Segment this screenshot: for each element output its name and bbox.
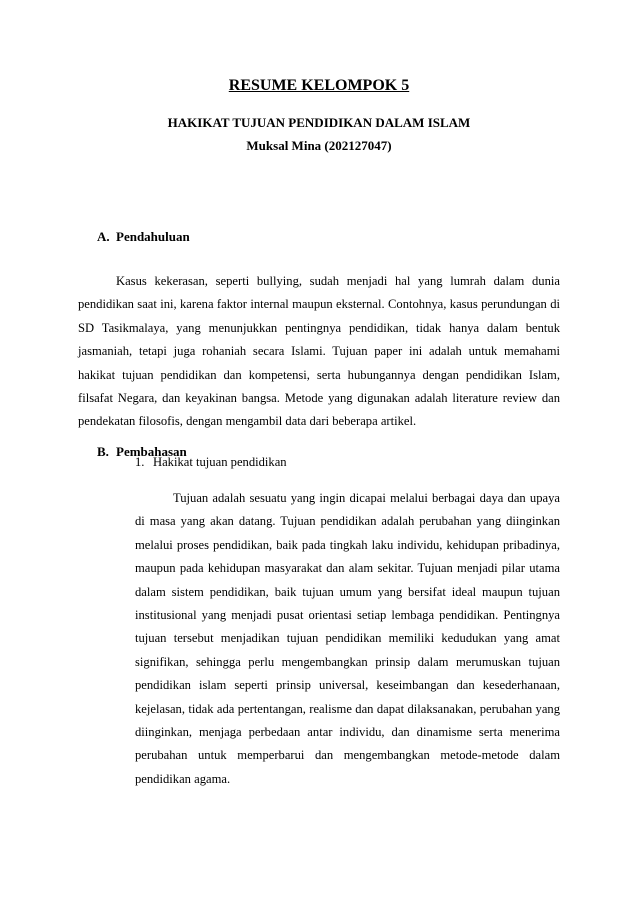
section-b-title: Pembahasan — [116, 444, 187, 459]
section-b-letter: B. — [97, 444, 109, 459]
subsection-1-paragraph: Tujuan adalah sesuatu yang ingin dicapai melalui berbagai daya dan upaya di masa yang akan datang. Tujuan pendidikan adalah perubahan yang diinginkan melalui proses pendidikan, baik pada tingkah laku individu, kehidupan pribadinya, maupun pada kehidupan masyarakat dan alam sekitar. Tujuan menjadi pilar utama dalam sistem pendidikan, baik tujuan umum yang bersifat ideal maupun tujuan institusional yang menjadi pusat orientasi setiap lembaga pendidikan. Pentingnya tujuan tersebut menjadikan tujuan pendidikan memiliki kedudukan yang amat signifikan, sehingga perlu mengembangkan prinsip dalam merumuskan tujuan pendidikan islam seperti prinsip universal, keseimbangan dan kesederhanaan, kejelasan, tidak ada pertentangan, realisme dan dapat dilaksanakan, perubahan yang diinginkan, menjaga perbedaan antar individu, dan dinamisme serta menerima perubahan untuk memperbarui dan mengembangkan metode-metode dalam pendidikan agama. — [135, 491, 560, 786]
section-a-title: Pendahuluan — [116, 229, 190, 244]
section-a-paragraph: Kasus kekerasan, seperti bullying, sudah menjadi hal yang lumrah dalam dunia pendidikan saat ini, karena faktor internal maupun eksternal. Contohnya, kasus perundungan di SD Tasikmalaya, yang menunjukkan pentingnya pendidikan, tidak hanya dalam bentuk jasmaniah, tetapi juga rohaniah secara Islami. Tujuan paper ini adalah untuk memahami hakikat tujuan pendidikan dan kompetensi, serta hubungannya dengan pendidikan Islam, filsafat Negara, dan keyakinan bangsa. Metode yang digunakan adalah literature review dan pendekatan filosofis, dengan mengambil data dari beberapa artikel. — [78, 274, 560, 429]
section-a-letter: A. — [97, 229, 110, 244]
document-subtitle: HAKIKAT TUJUAN PENDIDIKAN DALAM ISLAM — [167, 115, 471, 130]
section-a-heading — [97, 229, 190, 245]
document-title: RESUME KELOMPOK 5 — [228, 77, 410, 94]
subsection-1-number: 1. — [135, 455, 145, 469]
document-author: Muksal Mina (202127047) — [246, 138, 392, 153]
subsection-1-title: Hakikat tujuan pendidikan — [153, 455, 287, 469]
subsection-1-heading — [135, 455, 287, 470]
